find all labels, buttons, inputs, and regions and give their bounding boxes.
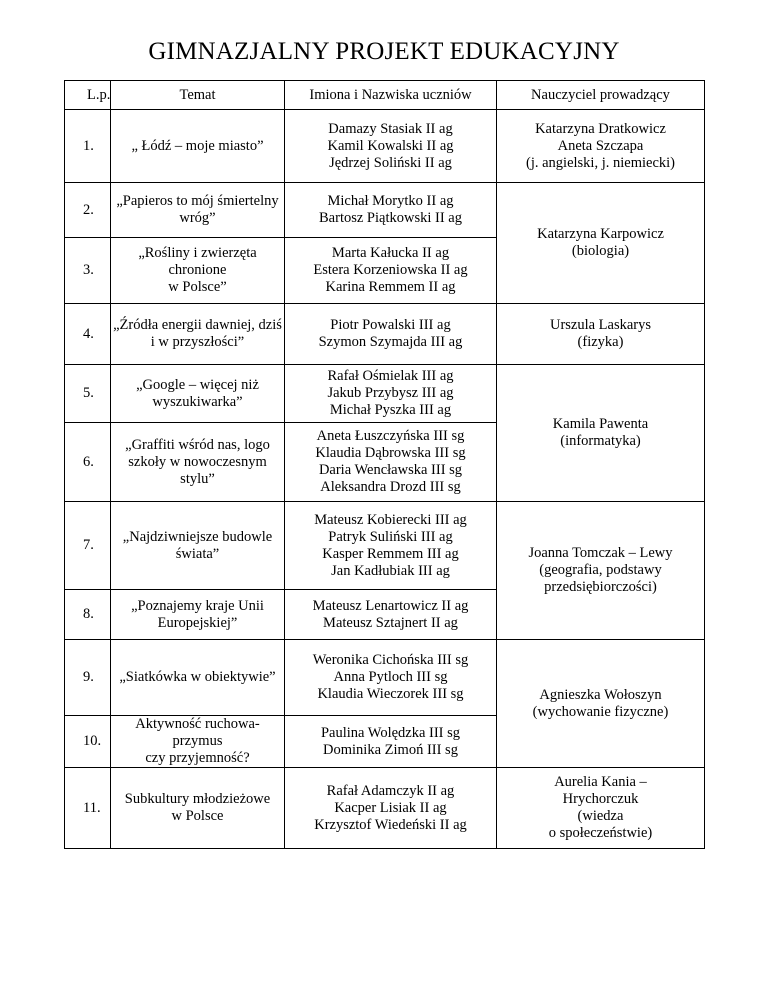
page-title: GIMNAZJALNY PROJEKT EDUKACYJNY [148,38,620,65]
row-students: Aneta Łuszczyńska III sg Klaudia Dąbrowska III sg Daria Wencławska III sg Aleksandra Drozd III sg [285,423,497,502]
row-topic: „Rośliny i zwierzęta chronione w Polsce” [111,238,285,304]
table-row [65,304,705,365]
row-number: 4. [65,304,111,365]
row-number: 8. [65,590,111,640]
header-lp: L.p. [65,81,111,110]
row-topic: „Google – więcej niż wyszukiwarka” [111,365,285,423]
row-students: Rafał Ośmielak III ag Jakub Przybysz III ag Michał Pyszka III ag [285,365,497,423]
row-number: 2. [65,183,111,238]
header-teacher: Nauczyciel prowadzący [497,81,705,110]
row-topic: „ Łódź – moje miasto” [111,110,285,183]
teacher-cell: Aurelia Kania – Hrychorczuk (wiedza o społeczeństwie) [497,768,705,849]
table-row [65,183,705,238]
row-number: 1. [65,110,111,183]
row-students: Marta Kałucka II ag Estera Korzeniowska II ag Karina Remmem II ag [285,238,497,304]
row-students: Mateusz Lenartowicz II ag Mateusz Sztajnert II ag [285,590,497,640]
teacher-cell: Kamila Pawenta (informatyka) [497,365,705,502]
row-students: Piotr Powalski III ag Szymon Szymajda III ag [285,304,497,365]
teacher-cell: Katarzyna Dratkowicz Aneta Szczapa (j. angielski, j. niemiecki) [497,110,705,183]
projects-table [64,80,705,849]
row-students: Rafał Adamczyk II ag Kacper Lisiak II ag Krzysztof Wiedeński II ag [285,768,497,849]
row-topic: „Papieros to mój śmiertelny wróg” [111,183,285,238]
row-students: Paulina Wolędzka III sg Dominika Zimoń III sg [285,716,497,768]
header-students: Imiona i Nazwiska uczniów [285,81,497,110]
row-topic: Subkultury młodzieżowe w Polsce [111,768,285,849]
table-row [65,640,705,716]
row-topic: „Graffiti wśród nas, logo szkoły w nowoczesnym stylu” [111,423,285,502]
row-number: 6. [65,423,111,502]
teacher-cell: Katarzyna Karpowicz (biologia) [497,183,705,304]
row-students: Damazy Stasiak II ag Kamil Kowalski II ag Jędrzej Soliński II ag [285,110,497,183]
teacher-cell: Urszula Laskarys (fizyka) [497,304,705,365]
table-row [65,365,705,423]
row-students: Michał Morytko II ag Bartosz Piątkowski II ag [285,183,497,238]
row-number: 11. [65,768,111,849]
row-number: 9. [65,640,111,716]
row-students: Mateusz Kobierecki III ag Patryk Suliński III ag Kasper Remmem III ag Jan Kadłubiak III ag [285,502,497,590]
header-topic: Temat [111,81,285,110]
row-topic: „Poznajemy kraje Unii Europejskiej” [111,590,285,640]
row-topic: Aktywność ruchowa- przymus czy przyjemność? [111,716,285,768]
row-number: 5. [65,365,111,423]
table-row [65,110,705,183]
row-students: Weronika Cichońska III sg Anna Pytloch III sg Klaudia Wieczorek III sg [285,640,497,716]
table-row [65,502,705,590]
row-number: 10. [65,716,111,768]
row-number: 3. [65,238,111,304]
row-topic: „Źródła energii dawniej, dziś i w przyszłości” [111,304,285,365]
table-row [65,768,705,849]
teacher-cell: Joanna Tomczak – Lewy (geografia, podstawy przedsiębiorczości) [497,502,705,640]
row-topic: „Siatkówka w obiektywie” [111,640,285,716]
header-row [65,81,705,110]
row-topic: „Najdziwniejsze budowle świata” [111,502,285,590]
teacher-cell: Agnieszka Wołoszyn (wychowanie fizyczne) [497,640,705,768]
row-number: 7. [65,502,111,590]
